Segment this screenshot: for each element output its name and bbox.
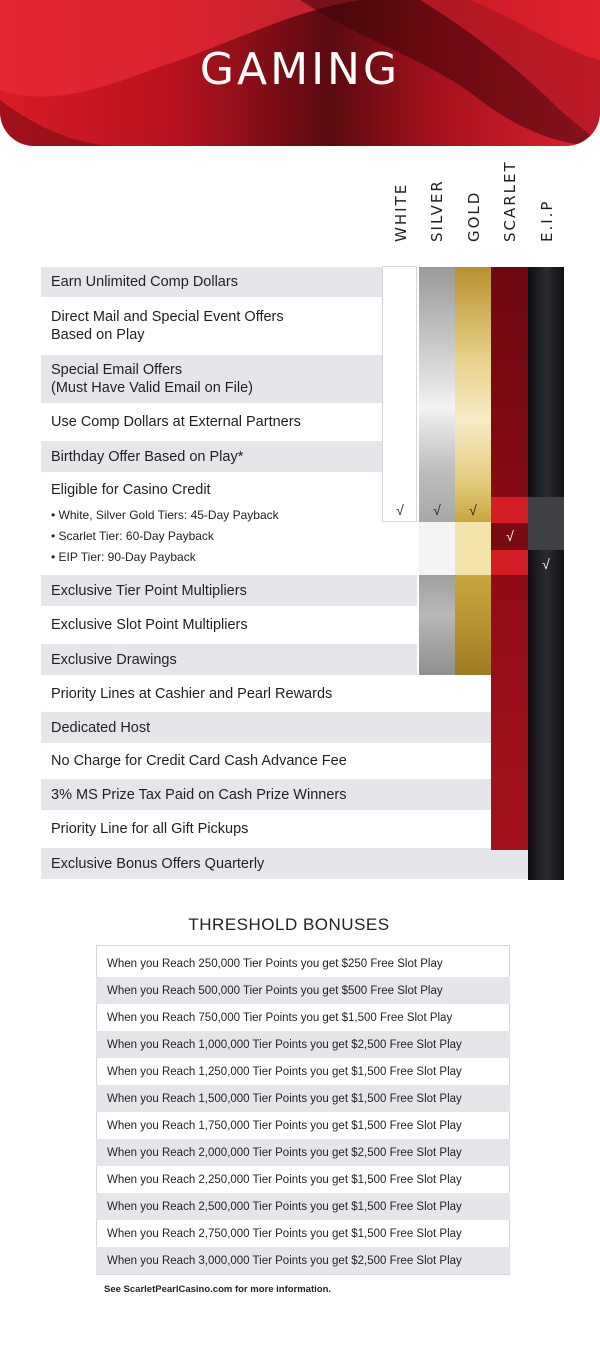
threshold-row: When you Reach 2,250,000 Tier Points you get $1,500 Free Slot Play xyxy=(107,1173,462,1186)
page-title: GAMING xyxy=(199,44,401,95)
threshold-row: When you Reach 500,000 Tier Points you get $500 Free Slot Play xyxy=(96,977,510,1004)
tier-header-silver: SILVER xyxy=(428,179,446,242)
checkmark-gold: √ xyxy=(469,502,477,518)
benefit-row: Birthday Offer Based on Play* xyxy=(41,441,383,472)
benefit-row: Priority Line for all Gift Pickups xyxy=(51,821,249,837)
threshold-row: When you Reach 2,750,000 Tier Points you get $1,500 Free Slot Play xyxy=(107,1227,462,1240)
tier-bar-scarlet-highlight xyxy=(491,497,528,523)
tier-bar-eip xyxy=(528,267,564,880)
checkmark-scarlet: √ xyxy=(506,528,514,544)
tier-bar-gold xyxy=(455,267,491,522)
benefit-row: Direct Mail and Special Event Offers Based on Play xyxy=(51,309,284,343)
tier-bar-scarlet-highlight xyxy=(491,550,528,575)
threshold-row: When you Reach 1,750,000 Tier Points you get $1,500 Free Slot Play xyxy=(107,1119,462,1132)
tier-bar-silver xyxy=(419,267,455,522)
tier-bar-silver-light xyxy=(419,522,455,575)
payback-note: • White, Silver Gold Tiers: 45-Day Payback xyxy=(51,508,279,522)
threshold-row: When you Reach 1,000,000 Tier Points you get $2,500 Free Slot Play xyxy=(96,1031,510,1058)
checkmark-white: √ xyxy=(396,502,404,518)
benefit-row: 3% MS Prize Tax Paid on Cash Prize Winners xyxy=(41,779,491,810)
benefit-row: Exclusive Tier Point Multipliers xyxy=(41,575,417,606)
tier-header-eip: E.I.P xyxy=(538,199,556,242)
threshold-row: When you Reach 2,500,000 Tier Points you get $1,500 Free Slot Play xyxy=(96,1193,510,1220)
benefit-row: Priority Lines at Cashier and Pearl Rewards xyxy=(51,685,333,702)
tier-bar-eip-highlight xyxy=(528,497,564,550)
checkmark-eip: √ xyxy=(542,556,550,572)
tier-header-scarlet: SCARLET xyxy=(501,160,519,242)
threshold-row: When you Reach 1,250,000 Tier Points you get $1,500 Free Slot Play xyxy=(107,1065,462,1078)
benefit-row: Exclusive Drawings xyxy=(41,644,417,675)
threshold-row: When you Reach 3,000,000 Tier Points you get $2,500 Free Slot Play xyxy=(96,1247,510,1274)
benefit-row: Exclusive Bonus Offers Quarterly xyxy=(41,848,540,879)
tier-bar-gold xyxy=(455,575,491,675)
tier-bar-gold-light xyxy=(455,522,491,575)
payback-note: • EIP Tier: 90-Day Payback xyxy=(51,550,196,564)
payback-note: • Scarlet Tier: 60-Day Payback xyxy=(51,529,214,543)
tier-header-gold: GOLD xyxy=(465,190,483,242)
footnote: See ScarletPearlCasino.com for more information. xyxy=(104,1284,332,1295)
benefit-row: No Charge for Credit Card Cash Advance Fee xyxy=(51,753,347,769)
threshold-title: THRESHOLD BONUSES xyxy=(188,915,390,934)
tier-bar-silver xyxy=(419,575,455,675)
threshold-row: When you Reach 750,000 Tier Points you get $1,500 Free Slot Play xyxy=(107,1011,453,1024)
tier-header-white: WHITE xyxy=(392,182,410,242)
threshold-row: When you Reach 250,000 Tier Points you get $250 Free Slot Play xyxy=(107,957,443,970)
threshold-row: When you Reach 2,000,000 Tier Points you get $2,500 Free Slot Play xyxy=(96,1139,510,1166)
benefit-row: Use Comp Dollars at External Partners xyxy=(51,414,301,430)
benefit-row: Exclusive Slot Point Multipliers xyxy=(51,617,248,633)
threshold-row: When you Reach 1,500,000 Tier Points you get $1,500 Free Slot Play xyxy=(96,1085,510,1112)
checkmark-silver: √ xyxy=(433,502,441,518)
benefit-row: Eligible for Casino Credit xyxy=(51,482,211,498)
benefit-row: Dedicated Host xyxy=(41,712,491,743)
header-banner xyxy=(0,0,600,146)
tier-bar-white xyxy=(382,266,417,522)
benefit-row: Earn Unlimited Comp Dollars xyxy=(41,267,383,297)
benefit-row: Special Email Offers (Must Have Valid Email on File) xyxy=(41,355,383,403)
